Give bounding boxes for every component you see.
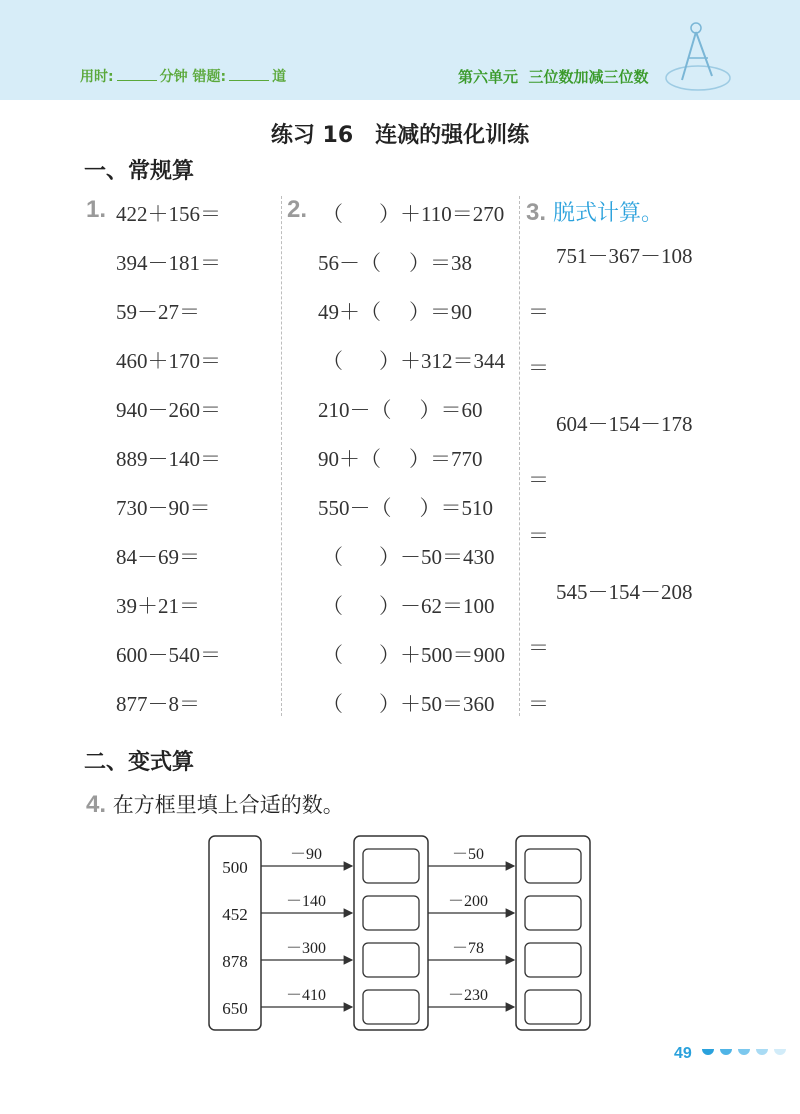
q1-equation: 84－69＝	[116, 545, 200, 569]
q2-equation-left: （	[322, 202, 343, 226]
q1-equation: 39＋21＝	[116, 594, 200, 618]
q1-equation: 730－90＝	[116, 496, 211, 520]
q2-equation-left: 90＋（	[318, 447, 381, 471]
q1-equation: 394－181＝	[116, 251, 221, 275]
q3-expression: 751－367－108	[556, 244, 693, 268]
q3-expression: 604－154－178	[556, 412, 693, 436]
q2-equation-right: ）＝510	[419, 496, 493, 520]
page-title: 练习 16 连减的强化训练	[270, 123, 530, 148]
q2-equation-left: （	[322, 594, 343, 618]
q2-equation-right: ）＝38	[409, 251, 472, 275]
q2-equation-right: ）＋50＝360	[379, 692, 495, 716]
q1-equation: 600－540＝	[116, 643, 221, 667]
page-number: 49	[674, 1045, 692, 1062]
q2-equation-right: ）＝60	[419, 398, 483, 422]
answer-box[interactable]	[363, 849, 419, 883]
question-3-heading: 3. 脱式计算。	[526, 199, 664, 226]
q1-equation: 877－8＝	[116, 692, 200, 716]
question-1-number: 1.	[86, 196, 107, 223]
q2-equation-left: （	[322, 692, 343, 716]
q1-equation: 460＋170＝	[116, 349, 221, 373]
q2-equation-right: ）＝90	[409, 300, 472, 324]
question-4-heading: 4. 在方框里填上合适的数。	[86, 791, 344, 818]
operation-label: －300	[285, 940, 327, 957]
q3-equals-sign: ＝	[528, 300, 549, 324]
q2-equation-left: 210－（	[318, 398, 392, 422]
q2-equation-right: ）－62＝100	[379, 594, 495, 618]
q1-equation: 422＋156＝	[116, 202, 221, 226]
q2-equation-right: ）＋110＝270	[379, 202, 505, 226]
unit-title: 第六单元 三位数加减三位数	[458, 68, 649, 86]
start-value: 452	[222, 905, 248, 924]
time-record: 用时: 分钟 错题: 道	[80, 69, 287, 85]
operation-label: －90	[289, 846, 323, 863]
q3-expression: 545－154－208	[556, 580, 693, 604]
q3-equals-sign: ＝	[528, 692, 549, 716]
q2-equation-left: （	[322, 545, 343, 569]
answer-box[interactable]	[525, 849, 581, 883]
q1-equation: 940－260＝	[116, 398, 221, 422]
page-decoration-drops	[700, 1046, 795, 1062]
q2-equation-right: ）＋500＝900	[379, 643, 505, 667]
operation-label: －78	[451, 940, 485, 957]
q2-equation-right: ）＋312＝344	[379, 349, 505, 373]
operation-label: －140	[285, 893, 327, 910]
question-2-number: 2.	[287, 196, 308, 223]
operation-label: －200	[447, 893, 489, 910]
answer-box[interactable]	[363, 896, 419, 930]
q3-equals-sign: ＝	[528, 356, 549, 380]
operation-label: －230	[447, 987, 489, 1004]
start-value: 878	[222, 952, 248, 971]
start-value: 500	[222, 858, 248, 877]
q2-equation-left: （	[322, 349, 343, 373]
operation-label: －410	[285, 987, 327, 1004]
operation-label: －50	[451, 846, 485, 863]
answer-box[interactable]	[363, 990, 419, 1024]
answer-box[interactable]	[525, 896, 581, 930]
q2-equation-right: ）－50＝430	[379, 545, 495, 569]
q2-equation-left: 56－（	[318, 251, 381, 275]
q3-equals-sign: ＝	[528, 468, 549, 492]
section-heading-1: 一、常规算	[84, 159, 195, 184]
q2-equation-left: 550－（	[318, 496, 392, 520]
q2-equation-left: 49＋（	[318, 300, 381, 324]
section-heading-2: 二、变式算	[84, 750, 195, 775]
q2-equation-left: （	[322, 643, 343, 667]
q1-equation: 889－140＝	[116, 447, 221, 471]
answer-box[interactable]	[525, 943, 581, 977]
q2-equation-right: ）＝770	[409, 447, 483, 471]
answer-box[interactable]	[525, 990, 581, 1024]
start-value: 650	[222, 999, 248, 1018]
answer-box[interactable]	[363, 943, 419, 977]
q1-equation: 59－27＝	[116, 300, 200, 324]
q3-equals-sign: ＝	[528, 524, 549, 548]
q3-equals-sign: ＝	[528, 636, 549, 660]
